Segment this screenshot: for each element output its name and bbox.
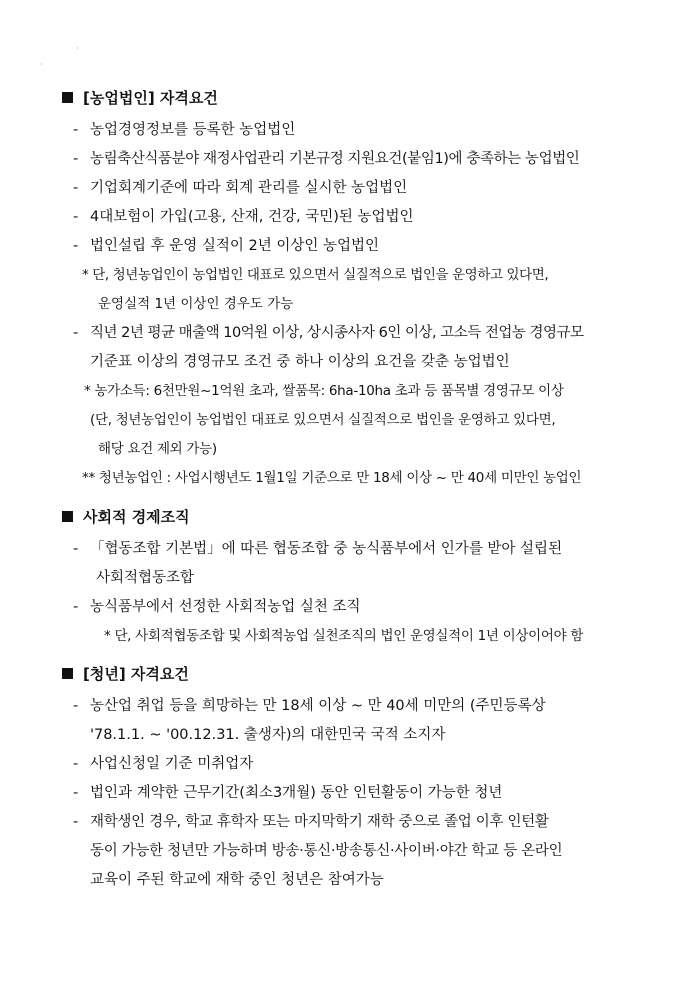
list-item: - 농림축산식품분야 재정사업관리 기본규정 지원요건(붙임1)에 충족하는 농업법인 — [73, 151, 580, 167]
list-item-continued: '78.1.1. ~ '00.12.31. 출생자)의 대한민국 국적 소지자 — [90, 727, 446, 743]
list-item: - 직년 2년 평균 매출액 10억원 이상, 상시종사자 6인 이상, 고소득 전업농 경영규모 — [73, 325, 584, 341]
list-item: - 농업경영정보를 등록한 농업법인 — [73, 122, 296, 138]
list-item-continued: 교육이 주된 학교에 재학 중인 청년은 참여가능 — [90, 872, 384, 888]
section-heading — [60, 662, 660, 684]
section-title: [청년] 자격요건 — [83, 664, 189, 683]
section-title: 사회적 경제조직 — [83, 507, 190, 526]
square-bullet-icon — [62, 511, 73, 522]
section-farm-corporation — [60, 86, 660, 491]
list-item: - 법인과 계약한 근무기간(최소3개월) 동안 인턴활동이 가능한 청년 — [73, 785, 503, 801]
list-item: - 4대보험이 가입(고용, 산재, 건강, 국민)된 농업법인 — [73, 209, 414, 225]
list-item: - 농산업 취업 등을 희망하는 만 18세 이상 ~ 만 40세 미만의 (주민등록상 — [73, 698, 546, 714]
section-social-economy — [60, 505, 660, 649]
list-item: - 기업회계기준에 따라 회계 관리를 실시한 농업법인 — [73, 180, 408, 196]
note-item: * 단, 청년농업인이 농업법인 대표로 있으면서 실질적으로 법인을 운영하고 있다면, — [82, 267, 549, 283]
list-item: - 사업신청일 기준 미취업자 — [73, 756, 254, 772]
note-item-continued: 해당 요건 제외 가능) — [98, 441, 217, 457]
list-item: - 재학생인 경우, 학교 휴학자 또는 마지막학기 재학 중으로 졸업 이후 인턴활 — [73, 814, 549, 830]
section-heading — [60, 86, 660, 108]
square-bullet-icon — [62, 668, 73, 679]
scan-speck: · — [76, 44, 79, 53]
scan-speck: · — [40, 60, 43, 69]
note-item: * 농가소득: 6천만원~1억원 초과, 쌀품목: 6ha-10ha 초과 등 품목별 경영규모 이상 — [84, 383, 564, 399]
list-item-continued: 사회적협동조합 — [96, 570, 195, 586]
list-item-continued: 기준표 이상의 경영규모 조건 중 하나 이상의 요건을 갖춘 농업법인 — [90, 354, 510, 370]
list-item: - 농식품부에서 선정한 사회적농업 실천 조직 — [73, 599, 361, 615]
note-item: ** 청년농업인 : 사업시행년도 1월1일 기준으로 만 18세 이상 ~ 만 40세 미만인 농업인 — [82, 470, 582, 486]
list-item: - 법인설립 후 운영 실적이 2년 이상인 농업법인 — [73, 238, 380, 254]
list-item: - 「협동조합 기본법」에 따른 협동조합 중 농식품부에서 인가를 받아 설립된 — [73, 541, 563, 557]
section-title: [농업법인] 자격요건 — [83, 88, 218, 107]
list-item-continued: 동이 가능한 청년만 가능하며 방송·통신·방송통신·사이버·야간 학교 등 온라인 — [90, 843, 563, 859]
note-item-continued: 운영실적 1년 이상인 경우도 가능 — [98, 296, 294, 312]
section-youth — [60, 662, 660, 893]
note-item: * 단, 사회적협동조합 및 사회적농업 실천조직의 법인 운영실적이 1년 이상이어야 함 — [104, 628, 584, 644]
note-item: (단, 청년농업인이 농업법인 대표로 있으면서 실질적으로 법인을 운영하고 있다면, — [90, 412, 556, 428]
square-bullet-icon — [62, 92, 73, 103]
section-heading — [60, 505, 660, 527]
